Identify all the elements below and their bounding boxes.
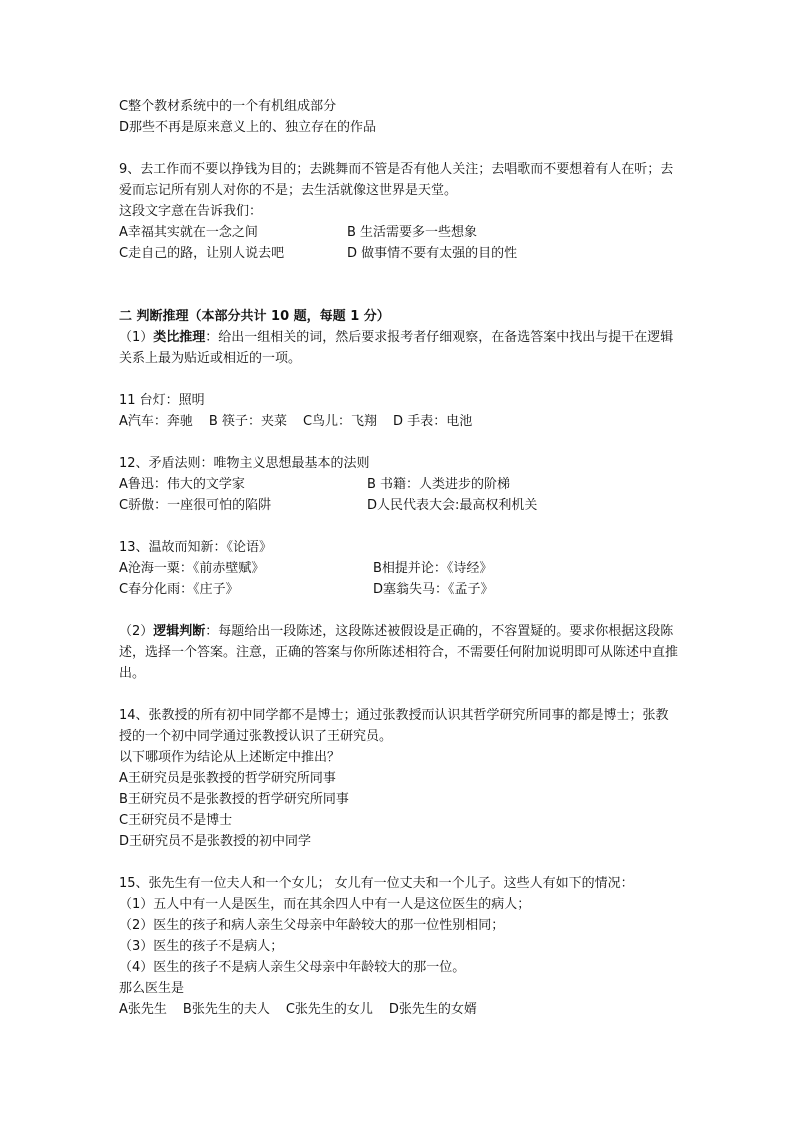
q14-option-c: C王研究员不是博士	[119, 813, 233, 828]
q12-option-d: D人民代表大会:最高权利机关	[367, 498, 538, 513]
q13-option-b: B相提并论：《诗经》	[373, 561, 493, 576]
part1-description	[119, 327, 679, 369]
part1-title: 类比推理	[153, 330, 206, 345]
q9-option-d: D 做事情不要有太强的目的性	[347, 246, 518, 261]
q15-option-a: A张先生	[119, 1002, 167, 1017]
q12-option-a: A鲁迅：伟大的文学家	[119, 477, 245, 492]
q14-option-b: B王研究员不是张教授的哲学研究所同事	[119, 792, 349, 807]
q13-option-c: C春分化雨：《庄子》	[119, 582, 239, 597]
q15-option-d: D张先生的女婿	[388, 1002, 477, 1017]
part2-title: 逻辑判断	[153, 624, 206, 639]
q11-options	[119, 411, 679, 432]
q13-stem: 13、温故而知新：《论语》	[119, 540, 273, 555]
q9-stem: 9、去工作而不要以挣钱为目的；去跳舞而不管是否有他人关注；去唱歌而不要想着有人在听；去爱而忘记所有别人对你的不是；去生活就像这世界是天堂。	[119, 162, 674, 198]
q13-option-d: D塞翁失马：《孟子》	[373, 582, 494, 597]
q9-option-b: B 生活需要多一些想象	[347, 225, 478, 240]
q12-options-row-2	[119, 495, 679, 516]
q15-option-c: C张先生的女儿	[285, 1002, 373, 1017]
q15-condition-3: （3）医生的孩子不是病人；	[119, 939, 284, 954]
q13-options-row-2	[119, 579, 679, 600]
q15-ask: 那么医生是	[119, 981, 185, 996]
q12-options-row-1	[119, 474, 679, 495]
q12-stem: 12、矛盾法则：唯物主义思想最基本的法则	[119, 456, 370, 471]
q9-options-row-1	[119, 222, 679, 243]
q15-option-b: B张先生的夫人	[182, 1002, 270, 1017]
part2-text: ：每题给出一段陈述，这段陈述被假设是正确的，不容置疑的。要求你根据这段陈述，选择一个答案。注意，正确的答案与你所陈述相符合，不需要任何附加说明即可从陈述中直推出。	[119, 624, 679, 681]
q14-ask: 以下哪项作为结论从上述断定中推出？	[119, 750, 341, 765]
q9-ask: 这段文字意在告诉我们：	[119, 204, 263, 219]
q12-option-c: C骄傲：一座很可怕的陷阱	[119, 498, 272, 513]
q11-option-d: D 手表：电池	[393, 414, 473, 429]
part1-number: （1）	[119, 330, 154, 345]
q15-condition-2: （2）医生的孩子和病人亲生父母亲中年龄较大的那一位性别相同；	[119, 918, 505, 933]
q13-options-row-1	[119, 558, 679, 579]
q15-options	[119, 999, 679, 1020]
q14-stem: 14、张教授的所有初中同学都不是博士；通过张教授而认识其哲学研究所同事的都是博士；张教授的一个初中同学通过张教授认识了王研究员。	[119, 708, 669, 744]
q11-option-a: A汽车：奔驰	[119, 414, 193, 429]
part1-text: ：给出一组相关的词，然后要求报考者仔细观察，在备选答案中找出与提干在逻辑关系上最为贴近或相近的一项。	[119, 330, 674, 366]
q15-condition-4: （4）医生的孩子不是病人亲生父母亲中年龄较大的那一位。	[119, 960, 466, 975]
q9-option-a: A幸福其实就在一念之间	[119, 225, 258, 240]
part2-description	[119, 621, 679, 684]
q14-option-d: D王研究员不是张教授的初中同学	[119, 834, 312, 849]
q9-options-row-2	[119, 243, 679, 264]
q8-option-d: D那些不再是原来意义上的、独立存在的作品	[119, 120, 377, 135]
q12-option-b: B 书籍：人类进步的阶梯	[367, 477, 511, 492]
part2-number: （2）	[119, 624, 154, 639]
section-heading: 二 判断推理（本部分共计 10 题，每题 1 分）	[119, 309, 390, 324]
q11-option-c: C鸟儿：飞翔	[302, 414, 378, 429]
q11-option-b: B 筷子：夹菜	[208, 414, 287, 429]
q15-condition-1: （1）五人中有一人是医生，而在其余四人中有一人是这位医生的病人；	[119, 897, 531, 912]
q14-option-a: A王研究员是张教授的哲学研究所同事	[119, 771, 336, 786]
q13-option-a: A沧海一粟：《前赤壁赋》	[119, 561, 265, 576]
q9-option-c: C走自己的路，让别人说去吧	[119, 246, 285, 261]
q11-stem: 11 台灯：照明	[119, 393, 205, 408]
q8-option-c: C整个教材系统中的一个有机组成部分	[119, 99, 337, 114]
q15-stem: 15、张先生有一位夫人和一个女儿； 女儿有一位丈夫和一个儿子。这些人有如下的情况：	[119, 876, 634, 891]
document-page	[119, 96, 679, 1020]
